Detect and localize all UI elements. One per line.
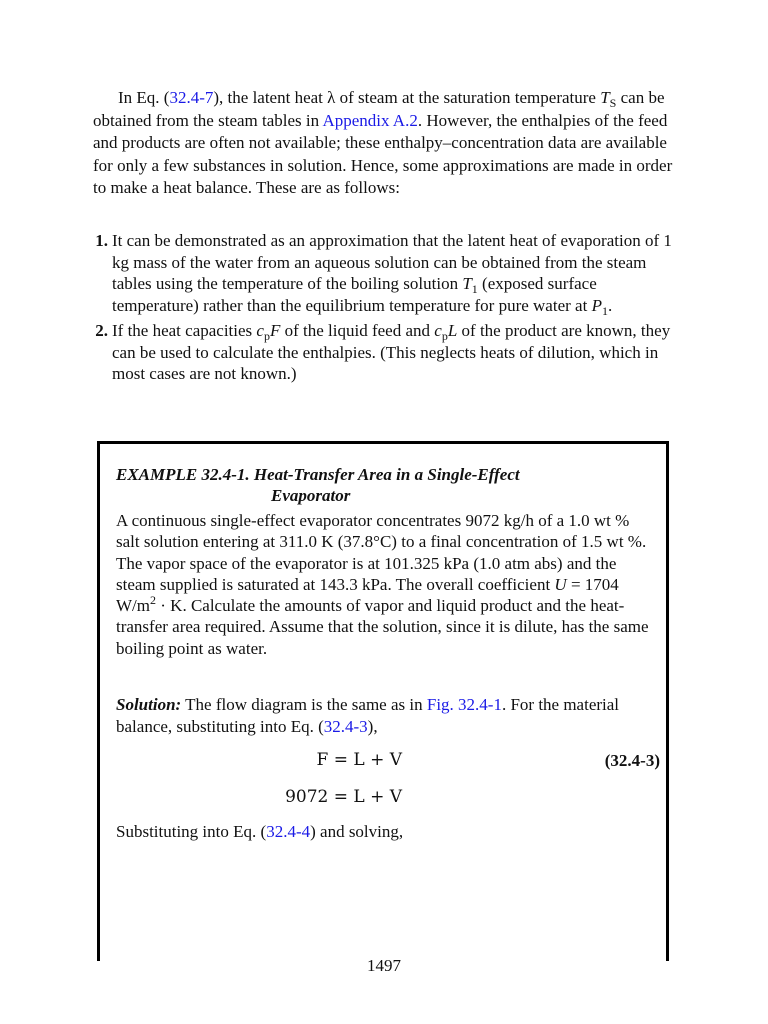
list-item-text: . xyxy=(607,295,613,315)
list-item-number: 1. xyxy=(95,231,108,250)
example-heading xyxy=(116,464,636,506)
equation-material-balance xyxy=(100,750,672,774)
example-solution xyxy=(116,694,656,737)
example-text: · K. Calculate the amounts of vapor and liquid product and the heat-transfer area required. Assume that the solution, since it is dilute, has the same boiling point as water. xyxy=(116,596,649,658)
list-item xyxy=(0,230,682,316)
equation-number: (32.4-3) xyxy=(604,751,660,770)
list-item-text: of the liquid feed and xyxy=(280,321,435,340)
equation-link-32-4-7[interactable]: 32.4-7 xyxy=(169,88,214,107)
equation-link-32-4-4[interactable]: 32.4-4 xyxy=(266,822,311,841)
intro-text: In Eq. ( xyxy=(118,88,170,107)
solution-text: . For the material balance, substituting into Eq. ( xyxy=(116,695,620,736)
solution-text: The flow diagram is the same as in xyxy=(181,695,427,714)
example-text: A continuous single-effect evaporator concentrates 9072 kg/h of a 1.0 wt % salt solution entering at 311.0 K (37.8°C) to a final concentration of 1.5 wt %. The vapor space of the evaporator is at 101.325 kPa (1.0 atm abs) and the steam supplied is saturated at 143.3 kPa. The overall coefficient xyxy=(116,511,647,594)
subscript-S: S xyxy=(609,96,617,110)
equation-expression: F = L + V xyxy=(316,750,402,770)
example-heading-line: Evaporator xyxy=(271,486,351,505)
example-text: = 1704 W/m xyxy=(116,574,619,616)
subscript: 1 xyxy=(601,303,608,318)
subscript: p xyxy=(263,329,270,343)
subscript: 1 xyxy=(471,282,478,296)
intro-text: ), the latent heat λ of steam at the saturation temperature xyxy=(213,88,601,107)
approximation-list xyxy=(0,230,768,389)
list-item-number: 2. xyxy=(95,321,108,340)
page-number: 1497 xyxy=(367,956,401,975)
variable-P: P xyxy=(591,295,602,315)
variable-L: L xyxy=(447,321,458,340)
list-item-text: If the heat capacities xyxy=(112,321,257,340)
solution-text: ) and solving, xyxy=(310,822,404,841)
list-item xyxy=(0,320,682,385)
equation-substituted xyxy=(100,787,672,811)
intro-text: . However, the enthalpies of the feed and products are often not available; these enthalpy–concentration data are available for only a few substances in solution. Hence, some approximations are made in order to make a heat balance. These are as follows: xyxy=(93,110,673,197)
example-substitution-text xyxy=(116,821,403,842)
example-problem-statement xyxy=(116,510,656,659)
subscript: p xyxy=(441,329,448,343)
equation-link-32-4-3[interactable]: 32.4-3 xyxy=(323,716,368,736)
solution-text: ), xyxy=(367,716,378,736)
appendix-link-a2[interactable]: Appendix A.2 xyxy=(322,110,418,130)
solution-label: Solution: xyxy=(116,695,182,714)
solution-text: Substituting into Eq. ( xyxy=(116,822,267,841)
variable-c: c xyxy=(256,321,264,340)
list-item-text: of the product are known, they can be used to calculate the enthalpies. (This neglects heats of dilution, which in most cases are not known.) xyxy=(112,321,671,383)
list-item-text: (exposed surface temperature) rather than the equilibrium temperature for pure water at xyxy=(112,274,597,315)
intro-paragraph xyxy=(93,87,683,200)
variable-T: T xyxy=(462,274,472,293)
equation-expression: 9072 = L + V xyxy=(285,787,402,807)
variable-U: U xyxy=(554,574,567,594)
variable-F: F xyxy=(269,321,281,340)
superscript: 2 xyxy=(150,593,156,608)
example-box xyxy=(97,441,669,961)
variable-T: T xyxy=(600,88,610,107)
example-heading-line: EXAMPLE 32.4-1. Heat-Transfer Area in a Single-Effect xyxy=(116,465,520,484)
list-item-text: It can be demonstrated as an approximation that the latent heat of evaporation of 1 kg mass of the water from an aqueous solution can be obtained from the steam tables using the temperature of the boiling solution xyxy=(112,231,672,293)
figure-link-32-4-1[interactable]: Fig. 32.4-1 xyxy=(426,695,502,714)
intro-text: can be obtained from the steam tables in xyxy=(93,88,665,130)
variable-c: c xyxy=(434,321,442,340)
